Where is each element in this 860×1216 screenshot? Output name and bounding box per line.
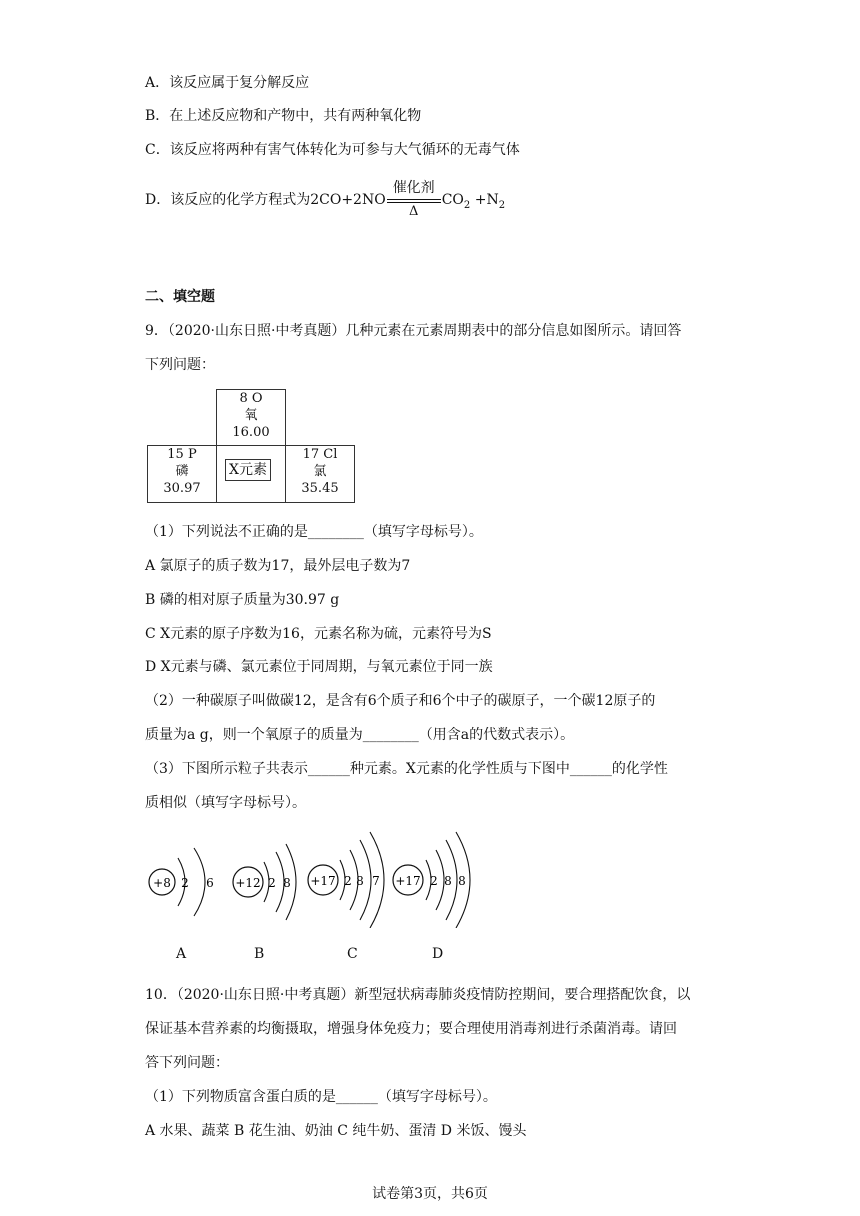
shell-electrons: 8: [458, 874, 466, 888]
cell-oxygen: [216, 389, 286, 447]
atom-label-b: B: [254, 946, 265, 962]
nucleus-label: +8: [153, 876, 171, 890]
atom-diagram-c: [308, 832, 384, 928]
oxygen-mass: 16.00: [232, 425, 270, 440]
option-d-product-co: CO: [441, 192, 464, 208]
q9-sub2-line2: 质量为a g，则一个氧原子的质量为________（用含a的代数式表示）。: [145, 727, 575, 743]
option-a: A．该反应属于复分解反应: [145, 75, 310, 91]
q9-sub1-option-c: C X元素的原子序数为16，元素名称为硫，元素符号为S: [145, 626, 492, 642]
q10-sub1: （1）下列物质富含蛋白质的是______（填写字母标号）。: [145, 1089, 497, 1105]
oxygen-number-symbol: 8 O: [239, 391, 263, 406]
nucleus-label: +12: [235, 876, 261, 890]
option-b: B．在上述反应物和产物中，共有两种氧化物: [145, 108, 422, 124]
shell-electrons: 2: [430, 874, 438, 888]
nucleus-label: +17: [310, 874, 336, 888]
q9-sub1-option-a: A 氯原子的质子数为17，最外层电子数为7: [145, 558, 411, 574]
shell-electrons: 8: [444, 874, 452, 888]
q10-stem-line1: 10．（2020·山东日照·中考真题）新型冠状病毒肺炎疫情防控期间，要合理搭配饮食，以: [145, 987, 691, 1003]
q9-stem-line2: 下列问题：: [145, 357, 215, 373]
q9-stem-line1: 9．（2020·山东日照·中考真题）几种元素在元素周期表中的部分信息如图所示。请回答: [145, 323, 682, 339]
chlorine-number-symbol: 17 Cl: [302, 447, 338, 462]
cell-chlorine: [285, 445, 355, 503]
shell-electrons: 7: [372, 874, 380, 888]
heat-symbol: Δ: [408, 204, 419, 219]
chlorine-name: 氯: [313, 464, 327, 479]
chlorine-mass: 35.45: [301, 481, 339, 496]
option-d-reactants: D．该反应的化学方程式为2CO+2NO: [145, 192, 386, 208]
cell-x-element: [216, 445, 286, 503]
q9-sub3-line1: （3）下图所示粒子共表示______种元素。X元素的化学性质与下图中______的化学性: [145, 761, 668, 777]
section-title: 二、填空题: [145, 289, 215, 305]
phosphorus-mass: 30.97: [163, 481, 201, 496]
nucleus-label: +17: [395, 874, 421, 888]
q9-sub1-option-b: B 磷的相对原子质量为30.97 g: [145, 592, 340, 608]
atom-diagram-a: [149, 848, 214, 916]
atom-label-d: D: [432, 946, 444, 962]
q10-stem-line2: 保证基本营养素的均衡摄取，增强身体免疫力；要合理使用消毒剂进行杀菌消毒。请回: [145, 1021, 677, 1037]
subscript: 2: [463, 199, 471, 211]
atom-label-c: C: [347, 946, 358, 962]
shell-electrons: 2: [268, 876, 276, 890]
q10-stem-line3: 答下列问题：: [145, 1055, 229, 1071]
shell-electrons: 8: [356, 874, 364, 888]
option-d: [145, 180, 505, 226]
atom-label-a: A: [176, 946, 187, 962]
option-d-product-n: +N: [470, 192, 499, 208]
x-element-label: X元素: [225, 459, 271, 481]
q9-sub1: （1）下列说法不正确的是________（填写字母标号）。: [145, 524, 483, 540]
atom-diagrams: [140, 828, 500, 928]
subscript: 2: [498, 199, 506, 211]
atom-diagram-b: [233, 844, 296, 920]
cell-phosphorus: [147, 445, 217, 503]
atom-diagram-d: [393, 832, 470, 928]
oxygen-name: 氧: [244, 408, 258, 423]
option-c: C．该反应将两种有害气体转化为可参与大气循环的无毒气体: [145, 142, 520, 158]
shell-electrons: 8: [283, 876, 291, 890]
shell-electrons: 6: [206, 876, 214, 890]
q9-sub1-option-d: D X元素与磷、氯元素位于同周期，与氧元素位于同一族: [145, 659, 493, 675]
shell-electrons: 2: [181, 876, 189, 890]
page-footer: 试卷第3页，共6页: [372, 1186, 488, 1202]
reaction-condition: [387, 180, 441, 220]
phosphorus-number-symbol: 15 P: [167, 447, 197, 462]
q9-sub2-line1: （2）一种碳原子叫做碳12，是含有6个质子和6个中子的碳原子，一个碳12原子的: [145, 693, 656, 709]
phosphorus-name: 磷: [175, 464, 189, 479]
q10-sub1-options: A 水果、蔬菜 B 花生油、奶油 C 纯牛奶、蛋清 D 米饭、馒头: [145, 1123, 527, 1139]
catalyst-label: 催化剂: [392, 180, 435, 196]
shell-electrons: 2: [344, 874, 352, 888]
q9-sub3-line2: 质相似（填写字母标号）。: [145, 795, 306, 811]
